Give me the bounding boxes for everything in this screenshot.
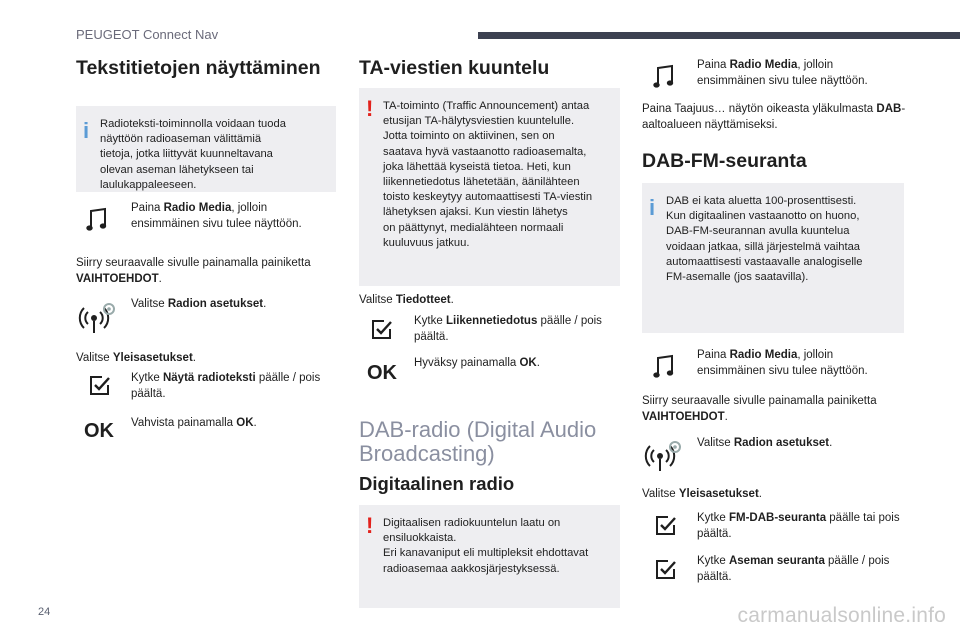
info-box-dab-fm	[642, 183, 904, 333]
dab-radio-title: DAB-radio (Digital Audio Broadcasting)	[359, 417, 597, 466]
step-text: Paina	[131, 202, 164, 214]
para-text: -aaltoalueen näyttämiseksi.	[642, 103, 906, 131]
page-number: 24	[38, 606, 51, 618]
general-settings-label: Yleisasetukset	[112, 352, 193, 364]
section-heading-dab-fm: DAB-FM-seuranta	[642, 150, 807, 172]
checkbox-icon	[654, 558, 678, 580]
step-toggle-fm-dab	[697, 510, 902, 542]
para-text: .	[192, 352, 196, 364]
step-text: Kytke	[131, 372, 163, 384]
checkbox-icon	[654, 514, 678, 536]
info-box-radiotext	[76, 106, 336, 192]
step-text: , jolloin ensimmäinen sivu tulee näyttöön.	[697, 59, 868, 87]
section-heading-ta: TA-viestien kuuntelu	[359, 57, 550, 79]
radio-media-label: Radio Media	[163, 202, 232, 214]
ok-icon: OK	[367, 362, 397, 384]
ok-label: OK	[236, 417, 254, 429]
radio-media-label: Radio Media	[729, 59, 798, 71]
options-label: VAIHTOEHDOT	[642, 411, 725, 423]
radio-media-label: Radio Media	[729, 349, 798, 361]
para-text: .	[724, 411, 728, 423]
step-text: päälle / pois päältä.	[414, 315, 602, 343]
checkbox-icon	[88, 374, 112, 396]
section-heading-radiotext: Tekstitietojen näyttäminen	[76, 57, 321, 79]
step-text: , jolloin ensimmäinen sivu tulee näyttöön.	[131, 202, 302, 230]
step-toggle-station-tracking	[697, 553, 902, 585]
step-text: .	[253, 417, 257, 429]
step-text: päälle tai pois päältä.	[697, 512, 900, 540]
options-label: VAIHTOEHDOT	[76, 273, 159, 285]
para-text: Siirry seuraavalle sivulle painamalla painiketta	[76, 257, 311, 269]
radio-settings-label: Radion asetukset	[733, 437, 830, 449]
step-text: Kytke	[697, 555, 729, 567]
step-text: Paina	[697, 349, 730, 361]
para-text: .	[158, 273, 162, 285]
step-text: Vahvista painamalla	[131, 417, 237, 429]
para-options	[76, 255, 338, 287]
station-tracking-label: Aseman seuranta	[728, 555, 825, 567]
warning-text: TA-toiminto (Traffic Announcement) antaa etusijan TA-hälytysviestien kuuntelulle. Jotta toiminto on aktiivinen, sen on saatava hyvä vastaanotto radioasemalta, joka lähettää kyseistä tietoa. Heti, kun liikennetiedotus lähetetään, äänilähteen toisto keskeytyy automaattisesti TA-viestin lähetyksen ajaksi. Kun viestin lähetys on päättynyt, medialähteen normaali kuuluvuus jatkuu.	[383, 100, 593, 249]
step-press-radio-media	[697, 347, 902, 379]
para-text: Siirry seuraavalle sivulle painamalla painiketta	[642, 395, 877, 407]
step-text: Kytke	[414, 315, 446, 327]
para-general-settings	[76, 350, 338, 366]
dab-label: DAB	[876, 103, 902, 115]
traffic-info-label: Liikennetiedotus	[445, 315, 538, 327]
radio-settings-label: Radion asetukset	[167, 298, 264, 310]
step-toggle-traffic-info	[414, 313, 619, 345]
step-text: , jolloin ensimmäinen sivu tulee näyttöön.	[697, 349, 868, 377]
step-press-radio-media	[131, 200, 331, 232]
info-mark-icon: i	[83, 118, 90, 143]
step-text: Kytke	[697, 512, 729, 524]
step-select-radio-settings	[697, 435, 902, 451]
info-mark-icon: i	[649, 195, 656, 220]
manual-header-title: PEUGEOT Connect Nav	[76, 27, 219, 42]
step-accept-ok	[414, 355, 619, 371]
step-toggle-radiotext	[131, 370, 331, 402]
ok-icon: OK	[84, 420, 114, 442]
warning-mark-icon: !	[366, 513, 374, 538]
para-text: Valitse	[642, 488, 679, 500]
step-press-radio-media	[697, 57, 902, 89]
para-text: Valitse	[359, 294, 396, 306]
announcements-label: Tiedotteet	[395, 294, 451, 306]
step-text: päälle / pois päältä.	[131, 372, 321, 400]
general-settings-label: Yleisasetukset	[678, 488, 759, 500]
step-text: .	[263, 298, 267, 310]
para-dab-band	[642, 101, 907, 133]
info-text: DAB ei kata aluetta 100-prosenttisesti. Kun digitaalinen vastaanotto on huono, DAB-FM-seurannan avulla kuuntelua voidaan jatkaa, sillä järjestelmä vaihtaa automaattisesti vastaavalle analogiselle FM-asemalle (jos saatavilla).	[666, 195, 863, 284]
radio-settings-icon	[644, 438, 684, 472]
radio-settings-icon	[78, 300, 118, 334]
subheading-digital-radio: Digitaalinen radio	[359, 473, 515, 494]
ok-label: OK	[519, 357, 537, 369]
para-text: Valitse	[76, 352, 113, 364]
music-note-icon	[653, 354, 675, 380]
step-text: päälle / pois päältä.	[697, 555, 890, 583]
watermark: carmanualsonline.info	[737, 604, 946, 627]
warning-box-ta	[359, 88, 620, 286]
para-text: .	[758, 488, 762, 500]
step-text: Valitse	[697, 437, 734, 449]
para-text: Paina Taajuus… näytön oikeasta yläkulmasta	[642, 103, 877, 115]
para-general-settings	[642, 486, 907, 502]
warning-box-dab	[359, 505, 620, 608]
para-options	[642, 393, 907, 425]
checkbox-icon	[370, 318, 394, 340]
music-note-icon	[653, 64, 675, 90]
step-text: .	[829, 437, 833, 449]
step-text: Paina	[697, 59, 730, 71]
warning-mark-icon: !	[366, 96, 374, 121]
warning-text: Digitaalisen radiokuuntelun laatu on ensiluokkaista. Eri kanavaniput eli multipleksit ehdottavat radioasemaa aakkosjärjestyksessä.	[383, 517, 589, 575]
step-select-radio-settings	[131, 296, 331, 312]
step-text: Valitse	[131, 298, 168, 310]
show-radiotext-label: Näytä radioteksti	[162, 372, 256, 384]
para-text: .	[450, 294, 454, 306]
step-text: Hyväksy painamalla	[414, 357, 520, 369]
step-confirm-ok	[131, 415, 331, 431]
music-note-icon	[86, 207, 108, 233]
info-text: Radioteksti-toiminnolla voidaan tuoda näyttöön radioaseman välittämiä tietoja, jotka liittyvät kuunneltavana olevan aseman lähetykseen tai laulukappaleeseen.	[100, 118, 286, 191]
header-bar	[478, 32, 960, 39]
para-announcements	[359, 292, 619, 308]
fm-dab-label: FM-DAB-seuranta	[728, 512, 827, 524]
step-text: .	[536, 357, 540, 369]
